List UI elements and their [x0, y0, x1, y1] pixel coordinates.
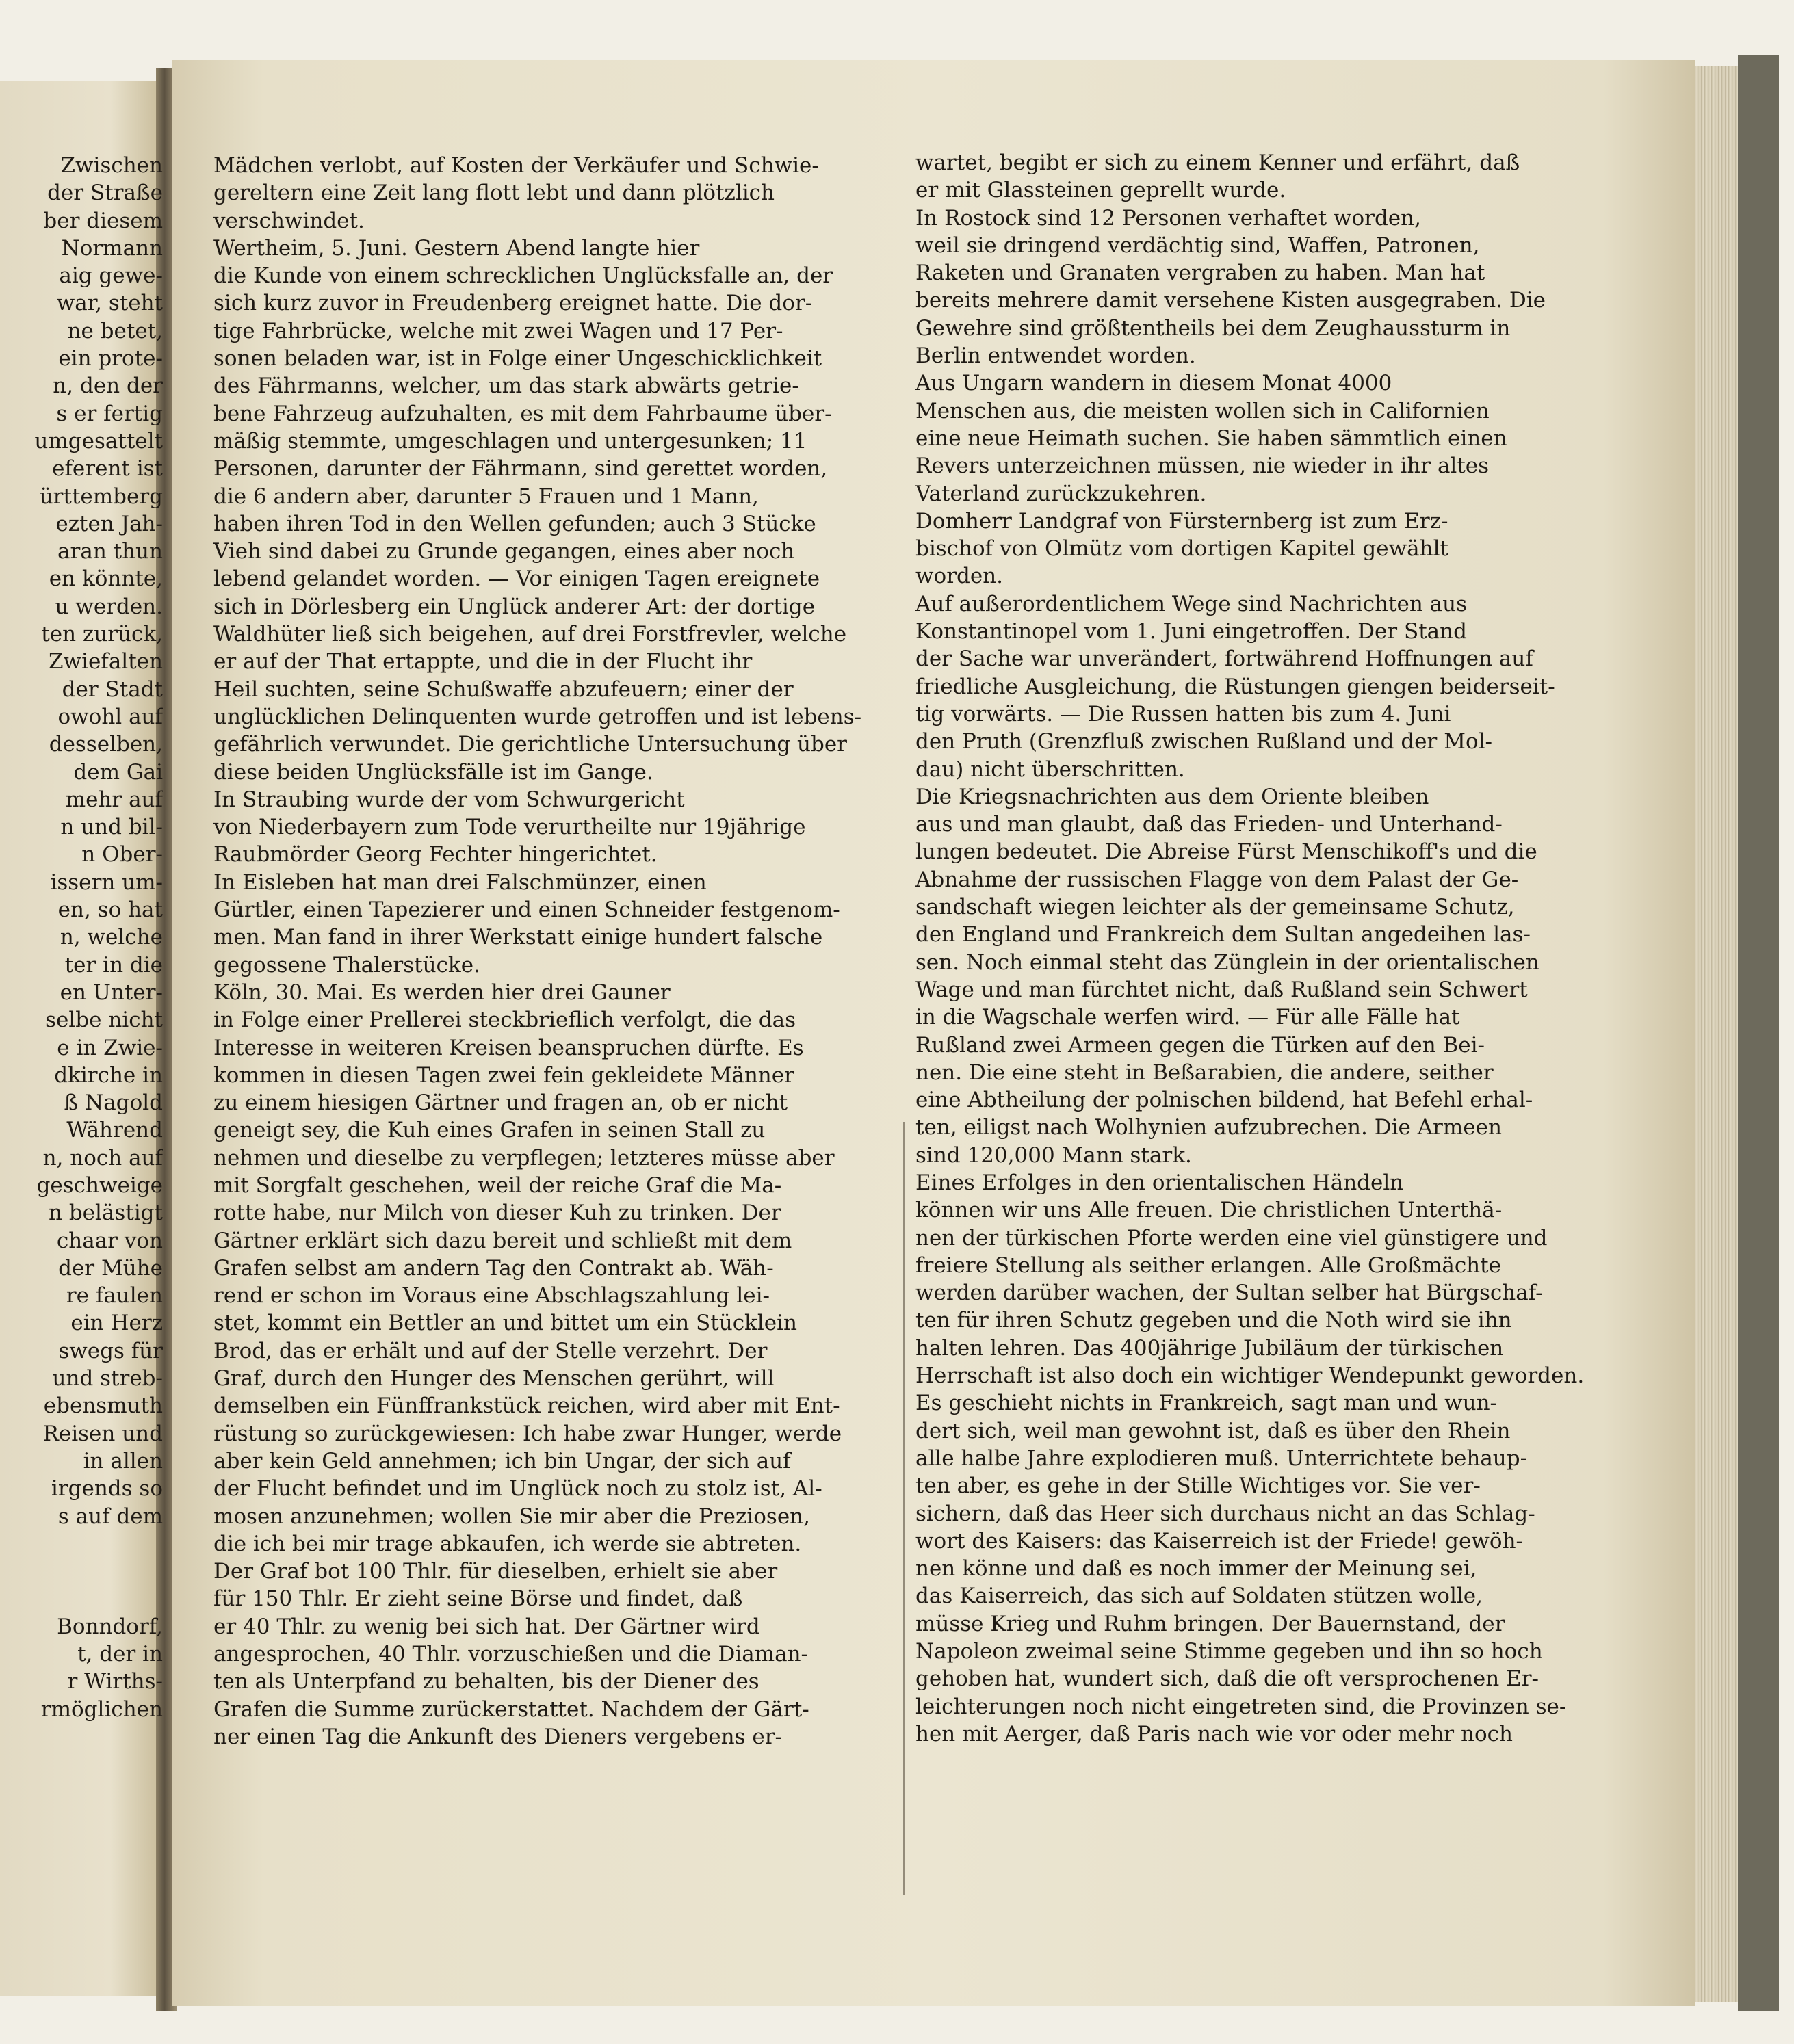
text-line: tig vorwärts. — Die Russen hatten bis zum 4. Juni	[915, 701, 1451, 726]
text-line: chaar von	[56, 1228, 163, 1253]
text-line: Es geschieht nichts in Frankreich, sagt man und wun-	[915, 1391, 1498, 1416]
text-line: Der Graf bot 100 Thlr. für dieselben, erhielt sie aber	[213, 1559, 778, 1584]
text-line: ten aber, es gehe in der Stille Wichtiges vor. Sie ver-	[915, 1473, 1481, 1499]
text-line	[1, 1558, 163, 1585]
text-line: für 150 Thlr. Er zieht seine Börse und findet, daß	[213, 1586, 743, 1612]
text-line: sen. Noch einmal steht das Zünglein in der orientalischen	[915, 949, 1539, 975]
text-line: aber kein Geld annehmen; ich bin Ungar, der sich auf	[213, 1448, 791, 1473]
text-line: verschwindet.	[213, 208, 365, 233]
text-line: owohl auf	[57, 704, 163, 729]
text-line: sichern, daß das Heer sich durchaus nicht an das Schlag-	[915, 1501, 1535, 1526]
text-line: umgesattelt	[34, 428, 163, 454]
text-line: s er fertig	[56, 401, 163, 426]
text-line: irgends so	[51, 1476, 163, 1502]
text-line: t, der in	[77, 1642, 163, 1667]
text-line: ein Herz	[70, 1311, 163, 1336]
text-line: der Flucht befindet und im Unglück noch zu stolz ist, Al-	[213, 1476, 822, 1502]
text-line: kommen in diesen Tagen zwei fein gekleidete Männer	[213, 1062, 794, 1088]
text-line: lebend gelandet worden. — Vor einigen Tagen ereignete	[213, 566, 820, 592]
text-line: dkirche in	[54, 1062, 163, 1088]
text-line: nen könne und daß es noch immer der Meinung sei,	[915, 1556, 1477, 1582]
text-line: in die Wagschale werfen wird. — Für alle Fälle hat	[915, 1005, 1460, 1030]
text-line: war, steht	[56, 291, 163, 316]
text-line: ten als Unterpfand zu behalten, bis der Diener des	[213, 1669, 759, 1694]
text-line: Domherr Landgraf von Fürsternberg ist zum Erz-	[915, 508, 1448, 534]
text-line: in Folge einer Prellerei steckbrieflich verfolgt, die das	[213, 1008, 796, 1033]
text-line: Interesse in weiteren Kreisen beanspruchen dürfte. Es	[213, 1035, 804, 1060]
text-line: n, den der	[53, 374, 163, 399]
left-page-column	[1, 152, 163, 1723]
text-line: die 6 andern aber, darunter 5 Frauen und 1 Mann,	[213, 484, 759, 509]
text-line: zu einem hiesigen Gärtner und fragen an, ob er nicht	[213, 1090, 788, 1116]
text-line: re faulen	[66, 1283, 163, 1309]
text-line: Vieh sind dabei zu Grunde gegangen, eines aber noch	[213, 539, 795, 564]
text-line: ürttemberg	[39, 484, 163, 509]
text-line: In Straubing wurde der vom Schwurgericht	[213, 787, 685, 812]
text-line: e in Zwie-	[57, 1035, 163, 1060]
text-line: Graf, durch den Hunger des Menschen gerührt, will	[213, 1366, 775, 1391]
text-line: dau) nicht überschritten.	[915, 757, 1185, 782]
text-line: Raketen und Granaten vergraben zu haben. Man hat	[915, 261, 1485, 286]
text-line: sind 120,000 Mann stark.	[915, 1142, 1192, 1168]
text-line: stet, kommt ein Bettler an und bittet um ein Stücklein	[213, 1311, 797, 1336]
text-line: sich kurz zuvor in Freudenberg ereignet hatte. Die dor-	[213, 291, 813, 316]
text-line: unglücklichen Delinquenten wurde getroffen und ist lebens-	[213, 704, 862, 729]
text-line	[1, 1585, 163, 1612]
text-line: bene Fahrzeug aufzuhalten, es mit dem Fahrbaume über-	[213, 401, 832, 426]
middle-text-column	[213, 152, 891, 1751]
text-line: Gürtler, einen Tapezierer und einen Schneider festgenom-	[213, 897, 840, 923]
page-edges	[1695, 66, 1743, 2002]
text-line: Personen, darunter der Fährmann, sind gerettet worden,	[213, 456, 828, 482]
text-line: ezten Jah-	[55, 511, 163, 536]
text-line: ein prote-	[58, 346, 163, 371]
text-line: mit Sorgfalt geschehen, weil der reiche Graf die Ma-	[213, 1172, 782, 1198]
text-line: aus und man glaubt, daß das Frieden- und Unterhand-	[915, 812, 1503, 837]
text-line: Herrschaft ist also doch ein wichtiger Wendepunkt geworden.	[915, 1363, 1585, 1389]
text-line: ß Nagold	[64, 1090, 163, 1116]
column-divider	[903, 1122, 905, 1895]
text-line: wort des Kaisers: das Kaiserreich ist der Friede! gewöh-	[915, 1528, 1524, 1554]
text-line: Während	[66, 1118, 163, 1143]
text-line: men. Man fand in ihrer Werkstatt einige hundert falsche	[213, 925, 823, 950]
text-line: angesprochen, 40 Thlr. vorzuschießen und die Diaman-	[213, 1642, 809, 1667]
text-line: hen mit Aerger, daß Paris nach wie vor oder mehr noch	[915, 1721, 1513, 1746]
text-line: haben ihren Tod in den Wellen gefunden; auch 3 Stücke	[213, 511, 816, 536]
text-line: ber diesem	[43, 208, 163, 233]
text-line: n Ober-	[81, 842, 163, 867]
text-line: gereltern eine Zeit lang flott lebt und dann plötzlich	[213, 181, 775, 206]
text-line: eferent ist	[52, 456, 163, 482]
text-line: er 40 Thlr. zu wenig bei sich hat. Der Gärtner wird	[213, 1614, 760, 1639]
text-line: n belästigt	[49, 1201, 163, 1226]
text-line: Aus Ungarn wandern in diesem Monat 4000	[915, 371, 1392, 396]
text-line: Gärtner erklärt sich dazu bereit und schließt mit dem	[213, 1228, 792, 1253]
text-line: aran thun	[57, 539, 163, 564]
text-line: aig gewe-	[59, 263, 163, 289]
text-line: leichterungen noch nicht eingetreten sind, die Provinzen se-	[915, 1694, 1567, 1719]
text-line: mosen anzunehmen; wollen Sie mir aber die Preziosen,	[213, 1504, 810, 1529]
text-line: Zwiefalten	[49, 649, 163, 674]
text-line: nen der türkischen Pforte werden eine viel günstigere und	[915, 1225, 1548, 1250]
text-line: r Wirths-	[67, 1669, 163, 1694]
text-line: friedliche Ausgleichung, die Rüstungen giengen beiderseit-	[915, 674, 1555, 699]
text-line: ne betet,	[67, 318, 163, 343]
text-line: müsse Krieg und Ruhm bringen. Der Bauernstand, der	[915, 1611, 1505, 1636]
text-line: Köln, 30. Mai. Es werden hier drei Gauner	[213, 980, 671, 1005]
text-line: Wertheim, 5. Juni. Gestern Abend langte hier	[213, 235, 700, 261]
text-line: Mädchen verlobt, auf Kosten der Verkäufer und Schwie-	[213, 153, 819, 178]
text-line: sich in Dörlesberg ein Unglück anderer Art: der dortige	[213, 594, 816, 619]
text-line: Wage und man fürchtet nicht, daß Rußland sein Schwert	[915, 977, 1528, 1002]
text-line: in allen	[83, 1448, 163, 1473]
text-line: Gewehre sind größtentheils bei dem Zeughaussturm in	[915, 315, 1511, 341]
text-line: und streb-	[52, 1366, 163, 1391]
text-line: In Eisleben hat man drei Falschmünzer, einen	[213, 869, 707, 895]
text-line: en Unter-	[60, 980, 163, 1005]
text-line: issern um-	[50, 869, 163, 895]
text-line: Zwischen	[60, 153, 163, 178]
text-line: mehr auf	[65, 787, 163, 812]
text-line: en, so hat	[57, 897, 163, 923]
text-line: wartet, begibt er sich zu einem Kenner und erfährt, daß	[915, 150, 1520, 175]
text-line: en könnte,	[49, 566, 163, 592]
text-line: Konstantinopel vom 1. Juni eingetroffen. Der Stand	[915, 619, 1467, 644]
text-line: Revers unterzeichnen müssen, nie wieder in ihr altes	[915, 454, 1490, 479]
text-line: sonen beladen war, ist in Folge einer Ungeschicklichkeit	[213, 346, 822, 371]
text-line: rmöglichen	[40, 1696, 163, 1722]
text-line: die Kunde von einem schrecklichen Unglücksfalle an, der	[213, 263, 833, 289]
text-line: Berlin entwendet worden.	[915, 343, 1196, 369]
text-line: Bonndorf,	[57, 1614, 163, 1639]
text-line: rotte habe, nur Milch von dieser Kuh zu trinken. Der	[213, 1201, 781, 1226]
text-line: er mit Glassteinen geprellt wurde.	[915, 178, 1286, 203]
text-line: n, welche	[60, 925, 163, 950]
text-line: Waldhüter ließ sich beigehen, auf drei Forstfrevler, welche	[213, 622, 847, 647]
text-line: demselben ein Fünffrankstück reichen, wird aber mit Ent-	[213, 1393, 840, 1419]
text-line: bereits mehrere damit versehene Kisten ausgegraben. Die	[915, 288, 1546, 313]
text-line: des Fährmanns, welcher, um das stark abwärts getrie-	[213, 374, 799, 399]
text-line: Rußland zwei Armeen gegen die Türken auf den Bei-	[915, 1032, 1485, 1058]
text-line: den Pruth (Grenzfluß zwischen Rußland und der Mol-	[915, 729, 1492, 755]
text-line: Napoleon zweimal seine Stimme gegeben und ihn so hoch	[915, 1639, 1543, 1664]
text-line: nen. Die eine steht in Beßarabien, die andere, seither	[915, 1060, 1494, 1085]
text-line: eine neue Heimath suchen. Sie haben sämmtlich einen	[915, 425, 1507, 451]
text-line: gehoben hat, wundert sich, daß die oft versprochenen Er-	[915, 1666, 1539, 1692]
text-line: Die Kriegsnachrichten aus dem Oriente bleiben	[915, 784, 1429, 809]
text-line: Abnahme der russischen Flagge von dem Palast der Ge-	[915, 867, 1519, 892]
text-line: Vaterland zurückzukehren.	[915, 481, 1207, 506]
text-line: mäßig stemmte, umgeschlagen und untergesunken; 11	[213, 428, 807, 454]
text-line: können wir uns Alle freuen. Die christlichen Unterthä-	[915, 1198, 1503, 1223]
text-line: lungen bedeutet. Die Abreise Fürst Menschikoff's und die	[915, 839, 1537, 865]
text-line: von Niederbayern zum Tode verurtheilte nur 19jährige	[213, 815, 806, 840]
text-line	[1, 1530, 163, 1558]
text-line: Grafen die Summe zurückerstattet. Nachdem der Gärt-	[213, 1696, 809, 1722]
text-line: n, noch auf	[42, 1145, 163, 1170]
text-line: ner einen Tag die Ankunft des Dieners vergebens er-	[213, 1724, 783, 1749]
text-line: das Kaiserreich, das sich auf Soldaten stützen wolle,	[915, 1584, 1483, 1609]
text-line: sandschaft wiegen leichter als der gemeinsame Schutz,	[915, 895, 1515, 920]
text-line: ebensmuth	[43, 1393, 163, 1419]
text-line: Grafen selbst am andern Tag den Contrakt ab. Wäh-	[213, 1255, 774, 1281]
text-line: n und bil-	[60, 815, 163, 840]
text-line: worden.	[915, 564, 1004, 589]
text-line: Heil suchten, seine Schußwaffe abzufeuern; einer der	[213, 677, 794, 702]
text-line: ter in die	[64, 952, 163, 978]
text-line: der Sache war unverändert, fortwährend Hoffnungen auf	[915, 646, 1533, 672]
book-cover-edge	[1738, 55, 1779, 2011]
right-text-column	[915, 149, 1608, 1748]
text-line: selbe nicht	[45, 1008, 163, 1033]
text-line: Menschen aus, die meisten wollen sich in Californien	[915, 398, 1490, 423]
text-line: Brod, das er erhält und auf der Stelle verzehrt. Der	[213, 1338, 768, 1363]
text-line: gefährlich verwundet. Die gerichtliche Untersuchung über	[213, 732, 847, 757]
text-line: der Mühe	[58, 1255, 163, 1281]
text-line: Raubmörder Georg Fechter hingerichtet.	[213, 842, 658, 867]
text-line: dert sich, weil man gewohnt ist, daß es über den Rhein	[915, 1418, 1511, 1443]
text-line: freiere Stellung als seither erlangen. Alle Großmächte	[915, 1253, 1501, 1278]
text-line: gegossene Thalerstücke.	[213, 952, 480, 978]
text-line: den England und Frankreich dem Sultan angedeihen las-	[915, 922, 1531, 947]
text-line: ten für ihren Schutz gegeben und die Noth wird sie ihn	[915, 1308, 1512, 1333]
text-line: weil sie dringend verdächtig sind, Waffen, Patronen,	[915, 233, 1480, 258]
text-line: swegs für	[58, 1338, 163, 1363]
text-line: der Straße	[47, 181, 163, 206]
text-line: Eines Erfolges in den orientalischen Händeln	[915, 1170, 1404, 1195]
text-line: ten zurück,	[41, 622, 163, 647]
text-line: die ich bei mir trage abkaufen, ich werde sie abtreten.	[213, 1531, 802, 1556]
text-line: diese beiden Unglücksfälle ist im Gange.	[213, 759, 653, 785]
text-line: s auf dem	[57, 1504, 163, 1529]
text-line: ten, eiligst nach Wolhynien aufzubrechen. Die Armeen	[915, 1115, 1502, 1140]
text-line: halten lehren. Das 400jährige Jubiläum der türkischen	[915, 1335, 1504, 1361]
text-line: tige Fahrbrücke, welche mit zwei Wagen und 17 Per-	[213, 318, 783, 343]
text-line: eine Abtheilung der polnischen bildend, hat Befehl erhal-	[915, 1088, 1533, 1113]
text-line: geneigt sey, die Kuh eines Grafen in seinen Stall zu	[213, 1118, 766, 1143]
text-line: der Stadt	[62, 677, 163, 702]
text-line: Reisen und	[42, 1421, 163, 1446]
text-line: werden darüber wachen, der Sultan selber hat Bürgschaf-	[915, 1281, 1543, 1306]
text-line: u werden.	[55, 594, 163, 619]
text-line: rüstung so zurückgewiesen: Ich habe zwar Hunger, werde	[213, 1421, 842, 1446]
text-line: desselben,	[49, 732, 163, 757]
text-line: rend er schon im Voraus eine Abschlagszahlung lei-	[213, 1283, 770, 1309]
text-line: dem Gai	[73, 759, 163, 785]
text-line: er auf der That ertappte, und die in der Flucht ihr	[213, 649, 753, 674]
text-line: Normann	[61, 235, 163, 261]
text-line: nehmen und dieselbe zu verpflegen; letzteres müsse aber	[213, 1145, 835, 1170]
text-line: alle halbe Jahre explodieren muß. Unterrichtete behaup-	[915, 1445, 1528, 1471]
text-line: In Rostock sind 12 Personen verhaftet worden,	[915, 205, 1421, 231]
text-line: Auf außerordentlichem Wege sind Nachrichten aus	[915, 591, 1468, 616]
text-line: bischof von Olmütz vom dortigen Kapitel gewählt	[915, 536, 1448, 562]
text-line: geschweige	[36, 1172, 163, 1198]
